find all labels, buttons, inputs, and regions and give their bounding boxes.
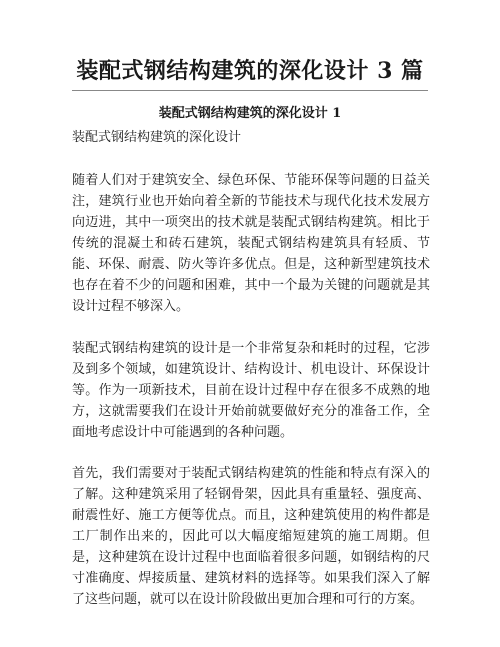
title-divider [72,90,428,91]
paragraph: 随着人们对于建筑安全、绿色环保、节能环保等问题的日益关注，建筑行业也开始向着全新的节能技术与现代化技术发展方向迈进，其中一项突出的技术就是装配式钢结构建筑。相比于传统的混凝土和砖石建筑，装配式钢结构建筑具有轻质、节能、环保、耐震、防火等许多优点。但是，这种新型建筑技术也存在着不少的问题和困难，其中一个最为关键的问题就是其设计过程不够深入。 [72,173,430,314]
paragraph: 首先，我们需要对于装配式钢结构建筑的性能和特点有深入的了解。这种建筑采用了轻钢骨架，因此具有重量轻、强度高、耐震性好、施工方便等优点。而且，这种建筑使用的构件都是工厂制作出来的，因此可以大幅度缩短建筑的施工周期。但是，这种建筑在设计过程中也面临着很多问题，如钢结构的尺寸准确度、焊接质量、建筑材料的选择等。如果我们深入了解了这些问题，就可以在设计阶段做出更加合理和可行的方案。 [72,466,430,607]
section-heading: 装配式钢结构建筑的深化设计 1 [158,106,342,121]
document-title: 装配式钢结构建筑的深化设计 3 篇 [76,58,424,84]
section-subtitle: 装配式钢结构建筑的深化设计 [72,130,242,145]
paragraph: 装配式钢结构建筑的设计是一个非常复杂和耗时的过程，它涉及到多个领域，如建筑设计、结构设计、机电设计、环保设计等。作为一项新技术，目前在设计过程中存在很多不成熟的地方，这就需要我们在设计开始前就要做好充分的准备工作，全面地考虑设计中可能遇到的各种问题。 [72,341,430,440]
